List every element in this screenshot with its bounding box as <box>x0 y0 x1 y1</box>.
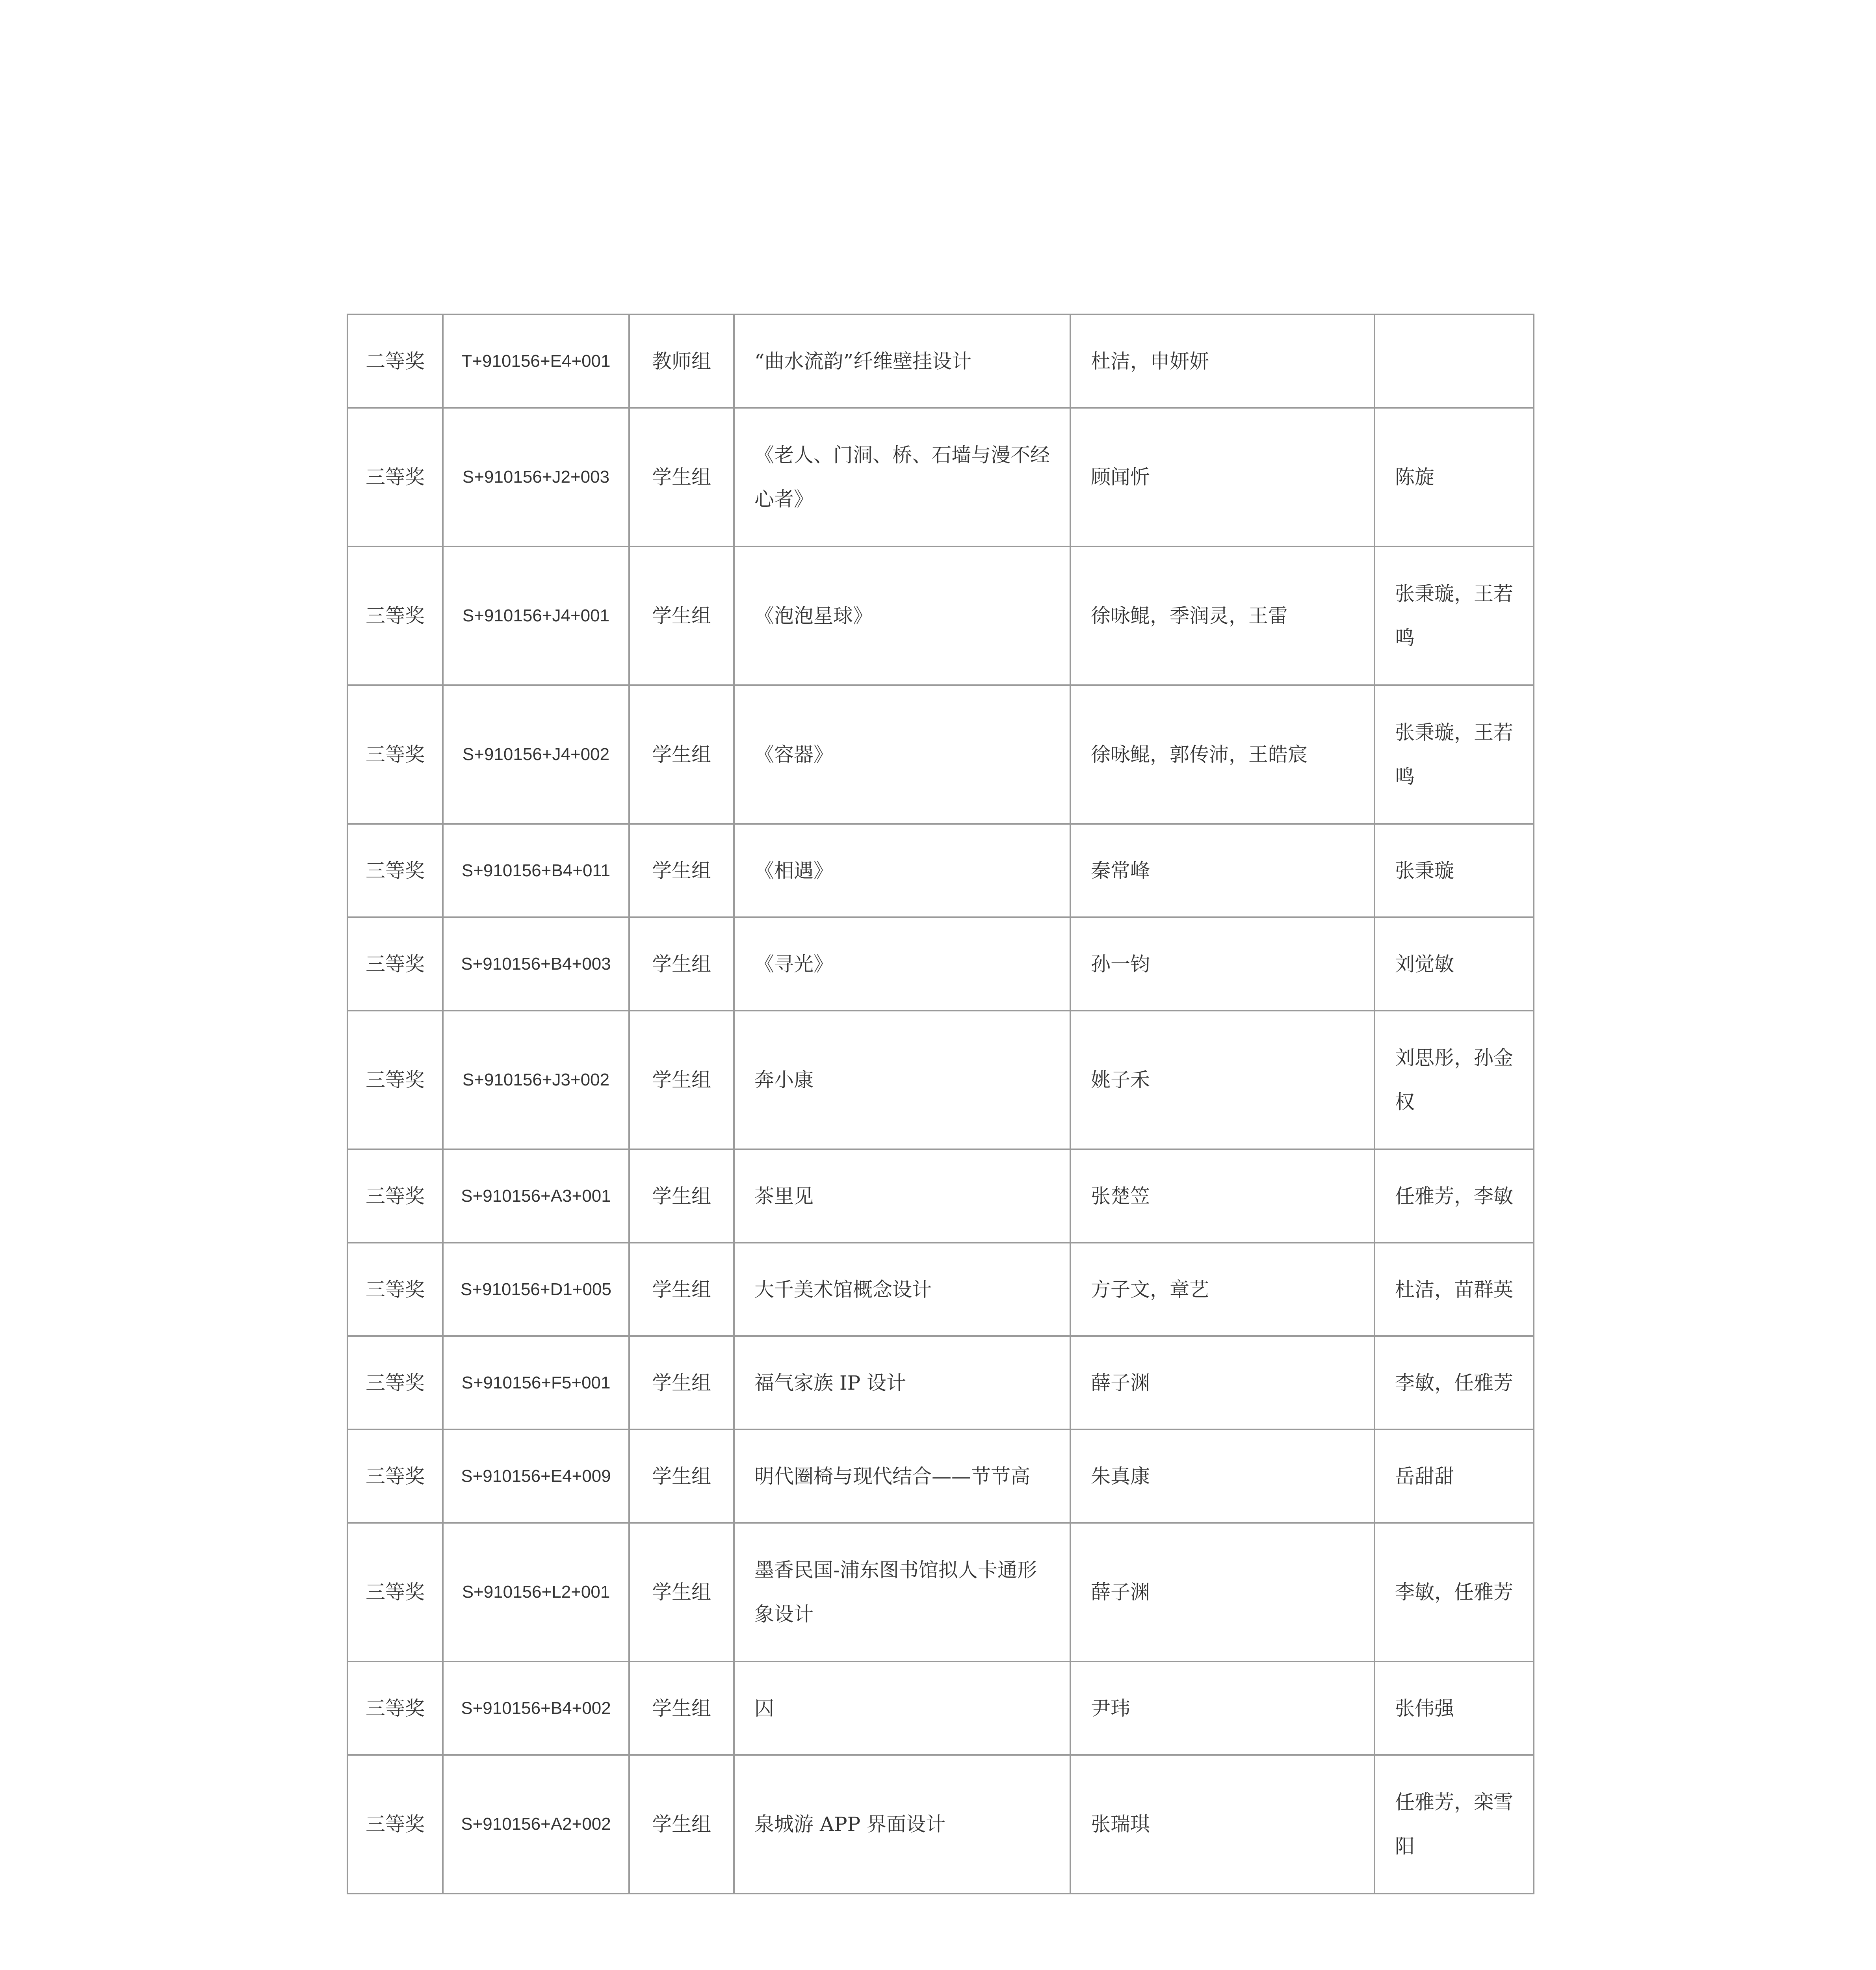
table-row <box>347 1429 1534 1523</box>
award-level-cell: 三等奖 <box>347 1149 443 1243</box>
table-row <box>347 408 1534 546</box>
work-title-cell: 奔小康 <box>734 1011 1070 1149</box>
award-table-body <box>347 314 1534 1894</box>
group-cell: 学生组 <box>629 1149 734 1243</box>
advisors-cell: 杜洁，苗群英 <box>1374 1243 1534 1336</box>
advisors-cell: 陈旋 <box>1374 408 1534 546</box>
authors-cell: 杜洁，申妍妍 <box>1070 314 1374 408</box>
authors-cell: 方子文，章艺 <box>1070 1243 1374 1336</box>
award-table <box>347 314 1534 1894</box>
authors-cell: 徐咏鲲，郭传沛，王皓宸 <box>1070 685 1374 824</box>
award-level-cell: 三等奖 <box>347 917 443 1011</box>
authors-cell: 秦常峰 <box>1070 824 1374 917</box>
advisors-cell: 李敏，任雅芳 <box>1374 1336 1534 1429</box>
entry-code-cell: S+910156+A2+002 <box>443 1755 629 1894</box>
authors-cell: 徐咏鲲，季润灵，王雷 <box>1070 546 1374 685</box>
entry-code-cell: S+910156+F5+001 <box>443 1336 629 1429</box>
advisors-cell: 岳甜甜 <box>1374 1429 1534 1523</box>
group-cell: 学生组 <box>629 685 734 824</box>
entry-code-cell: S+910156+J2+003 <box>443 408 629 546</box>
award-level-cell: 二等奖 <box>347 314 443 408</box>
table-row <box>347 1011 1534 1149</box>
entry-code-cell: S+910156+J4+001 <box>443 546 629 685</box>
award-level-cell: 三等奖 <box>347 1661 443 1755</box>
authors-cell: 张瑞琪 <box>1070 1755 1374 1894</box>
award-level-cell: 三等奖 <box>347 1755 443 1894</box>
authors-cell: 尹玮 <box>1070 1661 1374 1755</box>
work-title-cell: 《老人、门洞、桥、石墙与漫不经心者》 <box>734 408 1070 546</box>
table-row <box>347 1336 1534 1429</box>
work-title-cell: 墨香民国-浦东图书馆拟人卡通形象设计 <box>734 1523 1070 1661</box>
group-cell: 学生组 <box>629 1336 734 1429</box>
table-row <box>347 546 1534 685</box>
award-level-cell: 三等奖 <box>347 1336 443 1429</box>
table-row <box>347 685 1534 824</box>
work-title-cell: 泉城游 APP 界面设计 <box>734 1755 1070 1894</box>
award-level-cell: 三等奖 <box>347 685 443 824</box>
entry-code-cell: S+910156+B4+011 <box>443 824 629 917</box>
work-title-cell: 《泡泡星球》 <box>734 546 1070 685</box>
work-title-cell: 《相遇》 <box>734 824 1070 917</box>
work-title-cell: 《容器》 <box>734 685 1070 824</box>
work-title-cell: “曲水流韵”纤维壁挂设计 <box>734 314 1070 408</box>
award-level-cell: 三等奖 <box>347 1011 443 1149</box>
entry-code-cell: S+910156+B4+002 <box>443 1661 629 1755</box>
table-row <box>347 1661 1534 1755</box>
group-cell: 教师组 <box>629 314 734 408</box>
advisors-cell: 张伟强 <box>1374 1661 1534 1755</box>
work-title-cell: 囚 <box>734 1661 1070 1755</box>
table-row <box>347 1149 1534 1243</box>
authors-cell: 顾闻忻 <box>1070 408 1374 546</box>
award-level-cell: 三等奖 <box>347 408 443 546</box>
entry-code-cell: S+910156+A3+001 <box>443 1149 629 1243</box>
award-level-cell: 三等奖 <box>347 1429 443 1523</box>
advisors-cell: 张秉璇 <box>1374 824 1534 917</box>
advisors-cell <box>1374 314 1534 408</box>
group-cell: 学生组 <box>629 1755 734 1894</box>
work-title-cell: 大千美术馆概念设计 <box>734 1243 1070 1336</box>
advisors-cell: 张秉璇，王若鸣 <box>1374 685 1534 824</box>
authors-cell: 孙一钧 <box>1070 917 1374 1011</box>
table-row <box>347 314 1534 408</box>
work-title-cell: 茶里见 <box>734 1149 1070 1243</box>
advisors-cell: 任雅芳，栾雪阳 <box>1374 1755 1534 1894</box>
authors-cell: 张楚笠 <box>1070 1149 1374 1243</box>
advisors-cell: 任雅芳，李敏 <box>1374 1149 1534 1243</box>
table-row <box>347 824 1534 917</box>
entry-code-cell: S+910156+D1+005 <box>443 1243 629 1336</box>
authors-cell: 姚子禾 <box>1070 1011 1374 1149</box>
entry-code-cell: S+910156+E4+009 <box>443 1429 629 1523</box>
authors-cell: 朱真康 <box>1070 1429 1374 1523</box>
award-level-cell: 三等奖 <box>347 546 443 685</box>
award-level-cell: 三等奖 <box>347 824 443 917</box>
advisors-cell: 刘思彤，孙金权 <box>1374 1011 1534 1149</box>
group-cell: 学生组 <box>629 546 734 685</box>
entry-code-cell: T+910156+E4+001 <box>443 314 629 408</box>
group-cell: 学生组 <box>629 1011 734 1149</box>
table-row <box>347 1755 1534 1894</box>
advisors-cell: 刘觉敏 <box>1374 917 1534 1011</box>
group-cell: 学生组 <box>629 1661 734 1755</box>
award-level-cell: 三等奖 <box>347 1523 443 1661</box>
work-title-cell: 明代圈椅与现代结合——节节高 <box>734 1429 1070 1523</box>
group-cell: 学生组 <box>629 1243 734 1336</box>
authors-cell: 薛子渊 <box>1070 1523 1374 1661</box>
entry-code-cell: S+910156+B4+003 <box>443 917 629 1011</box>
work-title-cell: 《寻光》 <box>734 917 1070 1011</box>
authors-cell: 薛子渊 <box>1070 1336 1374 1429</box>
entry-code-cell: S+910156+J4+002 <box>443 685 629 824</box>
advisors-cell: 张秉璇，王若鸣 <box>1374 546 1534 685</box>
award-level-cell: 三等奖 <box>347 1243 443 1336</box>
group-cell: 学生组 <box>629 1523 734 1661</box>
table-row <box>347 1523 1534 1661</box>
advisors-cell: 李敏，任雅芳 <box>1374 1523 1534 1661</box>
group-cell: 学生组 <box>629 917 734 1011</box>
table-row <box>347 1243 1534 1336</box>
entry-code-cell: S+910156+J3+002 <box>443 1011 629 1149</box>
group-cell: 学生组 <box>629 1429 734 1523</box>
group-cell: 学生组 <box>629 408 734 546</box>
work-title-cell: 福气家族 IP 设计 <box>734 1336 1070 1429</box>
entry-code-cell: S+910156+L2+001 <box>443 1523 629 1661</box>
group-cell: 学生组 <box>629 824 734 917</box>
table-row <box>347 917 1534 1011</box>
